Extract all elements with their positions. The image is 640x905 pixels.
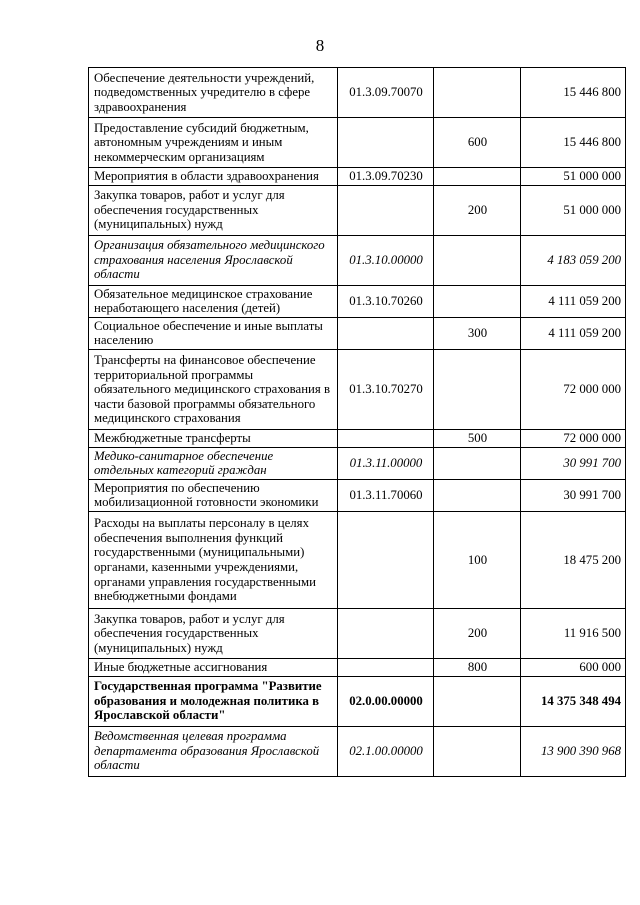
row-name-cell: Иные бюджетные ассигнования: [89, 658, 338, 676]
row-expense-type-cell: 300: [434, 317, 521, 349]
row-sum-cell: 11 916 500: [521, 608, 626, 658]
row-name-cell: Закупка товаров, работ и услуг для обеспечения государственных (муниципальных) нужд: [89, 185, 338, 235]
row-name-cell: Мероприятия по обеспечению мобилизационной готовности экономики: [89, 479, 338, 511]
row-expense-type-cell: [434, 676, 521, 726]
table-row: [89, 447, 626, 479]
row-code-cell: [338, 608, 434, 658]
row-expense-type-cell: 800: [434, 658, 521, 676]
row-name-cell: Государственная программа "Развитие образования и молодежная политика в Ярославской области": [89, 676, 338, 726]
row-expense-type-cell: 200: [434, 185, 521, 235]
row-sum-cell: 4 111 059 200: [521, 285, 626, 317]
row-name-cell: Расходы на выплаты персоналу в целях обеспечения выполнения функций государственными (муниципальными) органами, казенными учреждениями, органами управления государственными внебюджетными фондами: [89, 511, 338, 608]
row-code-cell: 01.3.10.70270: [338, 349, 434, 429]
row-expense-type-cell: [434, 285, 521, 317]
row-name-cell: Закупка товаров, работ и услуг для обеспечения государственных (муниципальных) нужд: [89, 608, 338, 658]
row-sum-cell: 13 900 390 968: [521, 726, 626, 776]
row-expense-type-cell: [434, 168, 521, 186]
row-sum-cell: 72 000 000: [521, 429, 626, 447]
row-name-cell: Трансферты на финансовое обеспечение территориальной программы обязательного медицинского страхования в части базовой программы обязательного медицинского страхования: [89, 349, 338, 429]
row-name-cell: Предоставление субсидий бюджетным, автономным учреждениям и иным некоммерческим организациям: [89, 118, 338, 168]
row-name-cell: Межбюджетные трансферты: [89, 429, 338, 447]
row-sum-cell: 15 446 800: [521, 118, 626, 168]
table-row: [89, 608, 626, 658]
row-code-cell: 01.3.09.70070: [338, 68, 434, 118]
row-sum-cell: 72 000 000: [521, 349, 626, 429]
table-row: [89, 285, 626, 317]
row-code-cell: 01.3.10.70260: [338, 285, 434, 317]
table-row: [89, 317, 626, 349]
row-code-cell: [338, 118, 434, 168]
row-name-cell: Мероприятия в области здравоохранения: [89, 168, 338, 186]
budget-table: [88, 67, 626, 777]
row-name-cell: Организация обязательного медицинского страхования населения Ярославской области: [89, 235, 338, 285]
row-code-cell: [338, 658, 434, 676]
row-sum-cell: 18 475 200: [521, 511, 626, 608]
row-expense-type-cell: 100: [434, 511, 521, 608]
budget-table-body: [89, 68, 626, 777]
table-row: [89, 429, 626, 447]
table-row: [89, 118, 626, 168]
row-code-cell: [338, 317, 434, 349]
table-row: [89, 185, 626, 235]
row-code-cell: 02.0.00.00000: [338, 676, 434, 726]
row-code-cell: [338, 429, 434, 447]
row-expense-type-cell: [434, 349, 521, 429]
row-name-cell: Социальное обеспечение и иные выплаты населению: [89, 317, 338, 349]
row-expense-type-cell: [434, 726, 521, 776]
table-row: [89, 676, 626, 726]
row-code-cell: 01.3.09.70230: [338, 168, 434, 186]
row-sum-cell: 30 991 700: [521, 479, 626, 511]
row-sum-cell: 51 000 000: [521, 168, 626, 186]
row-expense-type-cell: 200: [434, 608, 521, 658]
table-row: [89, 235, 626, 285]
table-row: [89, 726, 626, 776]
row-expense-type-cell: 500: [434, 429, 521, 447]
row-sum-cell: 30 991 700: [521, 447, 626, 479]
row-expense-type-cell: [434, 68, 521, 118]
row-expense-type-cell: [434, 235, 521, 285]
row-name-cell: Медико-санитарное обеспечение отдельных категорий граждан: [89, 447, 338, 479]
row-sum-cell: 51 000 000: [521, 185, 626, 235]
row-code-cell: 01.3.11.00000: [338, 447, 434, 479]
row-sum-cell: 14 375 348 494: [521, 676, 626, 726]
page-number: 8: [315, 36, 325, 55]
row-name-cell: Обеспечение деятельности учреждений, подведомственных учредителю в сфере здравоохранения: [89, 68, 338, 118]
row-sum-cell: 4 183 059 200: [521, 235, 626, 285]
table-row: [89, 168, 626, 186]
row-sum-cell: 4 111 059 200: [521, 317, 626, 349]
row-sum-cell: 600 000: [521, 658, 626, 676]
table-row: [89, 511, 626, 608]
row-name-cell: Ведомственная целевая программа департамента образования Ярославской области: [89, 726, 338, 776]
row-code-cell: [338, 511, 434, 608]
table-row: [89, 479, 626, 511]
row-code-cell: 01.3.10.00000: [338, 235, 434, 285]
row-code-cell: 01.3.11.70060: [338, 479, 434, 511]
table-row: [89, 68, 626, 118]
row-expense-type-cell: 600: [434, 118, 521, 168]
table-row: [89, 658, 626, 676]
row-sum-cell: 15 446 800: [521, 68, 626, 118]
row-expense-type-cell: [434, 447, 521, 479]
row-code-cell: 02.1.00.00000: [338, 726, 434, 776]
table-row: [89, 349, 626, 429]
row-name-cell: Обязательное медицинское страхование неработающего населения (детей): [89, 285, 338, 317]
row-code-cell: [338, 185, 434, 235]
row-expense-type-cell: [434, 479, 521, 511]
